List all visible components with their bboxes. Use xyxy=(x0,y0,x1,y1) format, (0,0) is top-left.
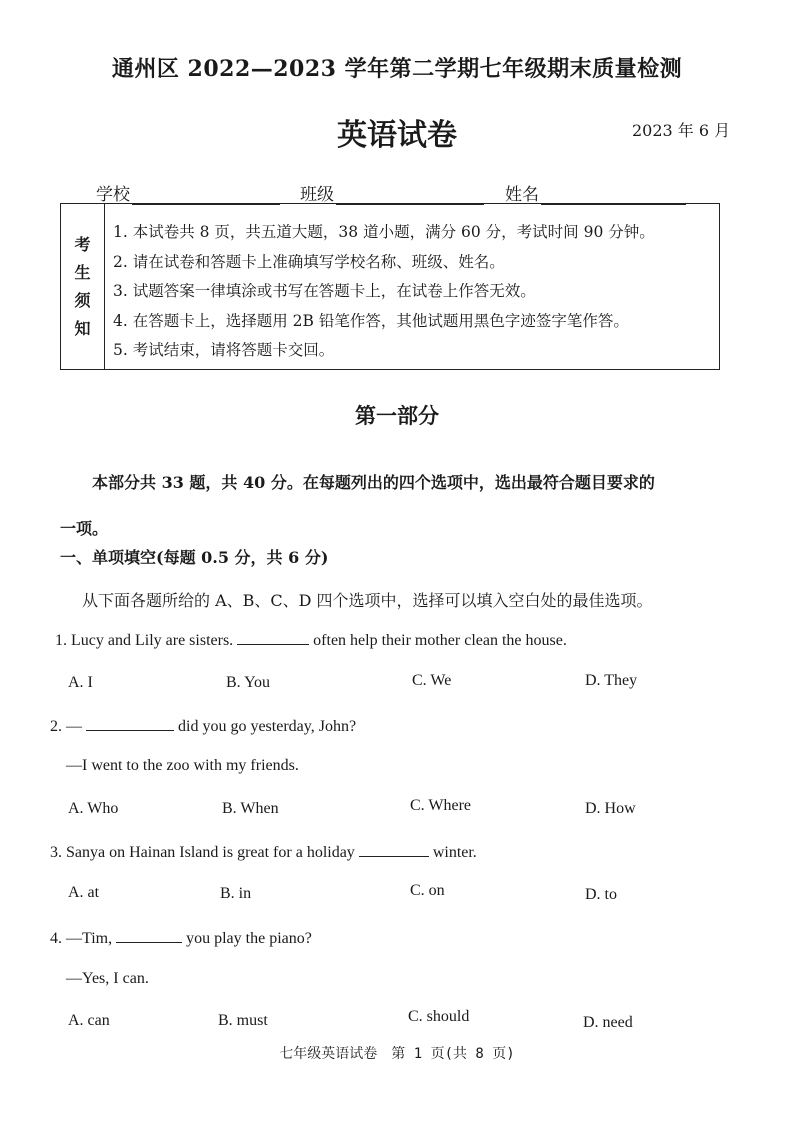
option-d[interactable]: D. need xyxy=(583,1014,633,1031)
option-c[interactable]: C. Where xyxy=(410,797,472,814)
option-d[interactable]: D. They xyxy=(585,672,638,689)
option-b[interactable]: B. must xyxy=(218,1012,268,1029)
option-a[interactable]: A. Who xyxy=(68,800,119,817)
option-b[interactable]: B. in xyxy=(220,885,252,902)
exam-title: 通州区 2022—2023 学年第二学期七年级期末质量检测 xyxy=(111,56,683,82)
answer-blank[interactable] xyxy=(86,716,174,731)
option-b[interactable]: B. You xyxy=(226,674,271,691)
option-b[interactable]: B. When xyxy=(222,800,279,817)
name-field[interactable] xyxy=(505,180,686,205)
question-4: 4. —Tim, you play the piano? xyxy=(50,930,312,947)
answer-blank[interactable] xyxy=(359,842,429,857)
class-field[interactable] xyxy=(300,180,484,205)
answer-blank[interactable] xyxy=(116,928,182,943)
question-2-reply: —I went to the zoo with my friends. xyxy=(66,757,299,774)
school-field[interactable] xyxy=(96,180,280,205)
page-footer: 七年级英语试卷 第 1 页(共 8 页) xyxy=(279,1046,515,1062)
notice-item: 4. 在答题卡上，选择题用 2B 铅笔作答，其他试题用黑色字迹签字笔作答。 xyxy=(113,311,629,330)
notice-list xyxy=(113,218,713,366)
question-1: 1. Lucy and Lily are sisters. often help their mother clean the house. xyxy=(55,632,567,649)
notice-item: 2. 请在试卷和答题卡上准确填写学校名称、班级、姓名。 xyxy=(113,252,505,271)
exam-notice-box xyxy=(60,203,720,370)
notice-item: 3. 试题答案一律填涂或书写在答题卡上，在试卷上作答无效。 xyxy=(113,282,536,300)
option-c[interactable]: C. on xyxy=(410,882,445,899)
option-c[interactable]: C. should xyxy=(408,1008,470,1025)
exam-subtitle: 英语试卷 xyxy=(337,118,457,153)
section-intro: 本部分共 33 题，共 40 分。在每题列出的四个选项中，选出最符合题目要求的 一项。 xyxy=(60,473,655,538)
question-4-reply: —Yes, I can. xyxy=(66,970,149,987)
question-3: 3. Sanya on Hainan Island is great for a holiday winter. xyxy=(50,844,477,861)
option-a[interactable]: A. I xyxy=(68,674,93,691)
section-title: 第一部分 xyxy=(355,403,439,428)
exam-date: 2023 年 6 月 xyxy=(632,121,731,140)
option-d[interactable]: D. to xyxy=(585,886,617,903)
class-label: 班级 xyxy=(300,185,334,205)
notice-item: 1. 本试卷共 8 页，共五道大题，38 道小题，满分 60 分，考试时间 90 分钟。 xyxy=(113,223,655,241)
name-label: 姓名 xyxy=(505,185,539,205)
option-a[interactable]: A. can xyxy=(68,1012,110,1029)
directions: 从下面各题所给的 A、B、C、D 四个选项中，选择可以填入空白处的最佳选项。 xyxy=(82,591,653,610)
option-d[interactable]: D. How xyxy=(585,800,636,817)
school-label: 学校 xyxy=(96,185,130,205)
notice-item: 5. 考试结束，请将答题卡交回。 xyxy=(113,341,335,359)
part-heading: 一、单项填空(每题 0.5 分，共 6 分) xyxy=(60,548,329,567)
option-c[interactable]: C. We xyxy=(412,672,452,689)
answer-blank[interactable] xyxy=(237,630,309,645)
notice-side-label: 考 生 须 知 xyxy=(61,204,105,369)
question-2: 2. — did you go yesterday, John? xyxy=(50,718,357,735)
option-a[interactable]: A. at xyxy=(68,884,100,901)
